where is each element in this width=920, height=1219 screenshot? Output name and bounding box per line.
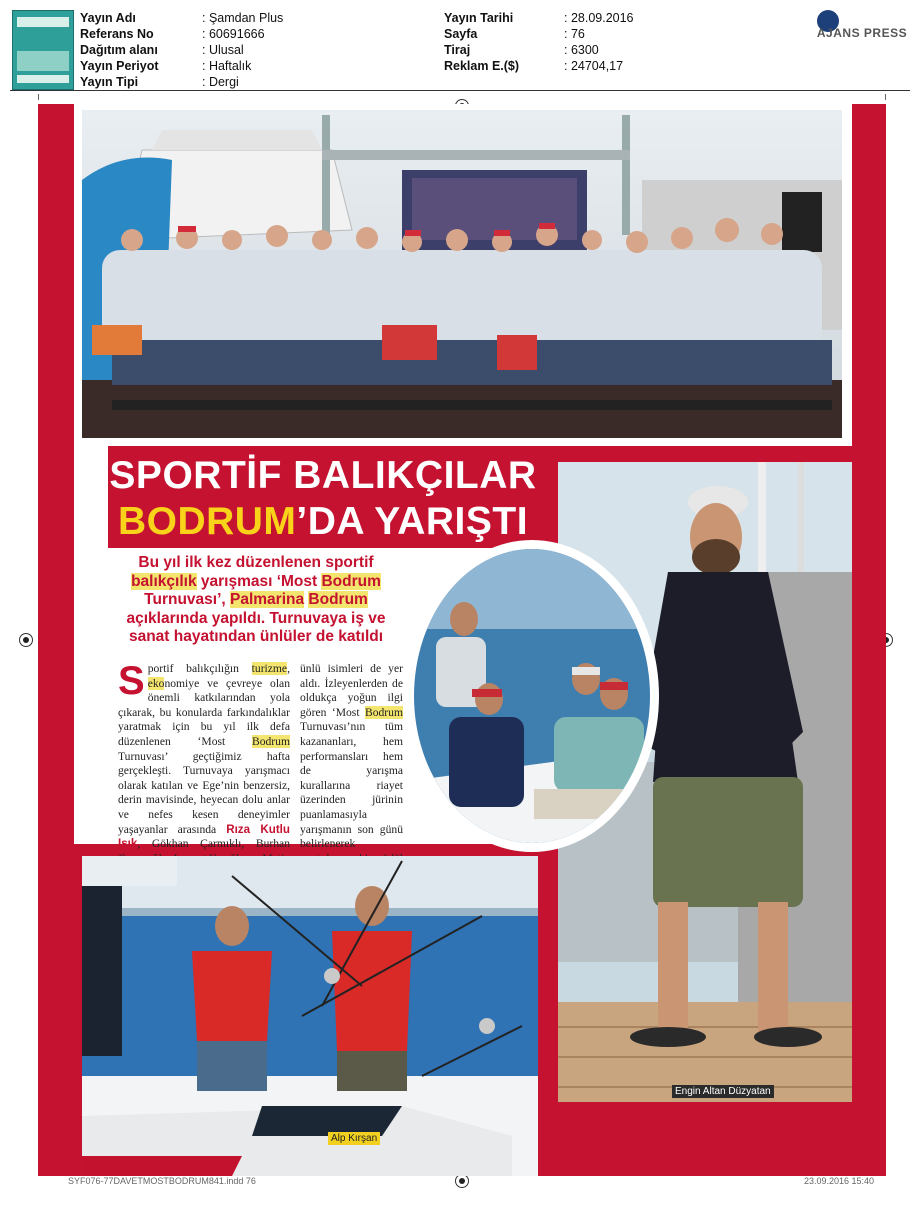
label-distribution: Dağıtım alanı: [80, 43, 158, 57]
footer-timestamp: 23.09.2016 15:40: [804, 1176, 875, 1186]
deck-highlight: Palmarina: [230, 591, 305, 608]
value-date: : 28.09.2016: [564, 11, 634, 25]
deck-text: açıklarında yapıldı. Turnuvaya iş ve sanat hayatından ünlüler de katıldı: [126, 609, 386, 645]
headline-highlight: BODRUM: [117, 500, 297, 543]
headline-line-1: SPORTİF BALIKÇILAR: [109, 454, 537, 497]
headline-line-2: [108, 500, 538, 544]
label-publication: Yayın Adı: [80, 11, 136, 25]
drop-cap: S: [118, 659, 145, 703]
value-distribution: : Ulusal: [202, 43, 244, 57]
label-ad-value: Reklam E.($): [444, 59, 520, 73]
deck-highlight: Bodrum: [308, 591, 368, 608]
circle-photo: [414, 549, 650, 843]
ajans-press-logo-text: AJANS PRESS: [816, 26, 908, 40]
left-white-strip: [74, 446, 108, 844]
publication-meta-right: [444, 10, 634, 74]
value-circulation: : 6300: [564, 43, 599, 57]
headline-box: [108, 448, 538, 548]
value-period: : Haftalık: [202, 59, 252, 73]
value-type: : Dergi: [202, 75, 239, 89]
caption-alp-kirsan: Alp Kırşan: [328, 1132, 380, 1145]
body-text: portif balıkçılığın: [147, 662, 252, 675]
label-page: Sayfa: [444, 27, 478, 41]
crop-mark: [38, 94, 39, 100]
deck-highlight: balıkçılık: [131, 572, 197, 590]
body-text: ünlü isimleri de yer aldı. İzleyenlerden de oldukça yoğun ilgi gören ‘Most: [300, 662, 403, 719]
value-reference: : 60691666: [202, 27, 265, 41]
body-highlight: Bodrum: [251, 734, 290, 748]
body-text: Turnuvası’ geçtiğimiz hafta gerçekleşti. Turnuvaya yarışmacı olarak katılan ve Ege’nin benzersiz, derin mavisinde, heyecan dolu anlar ve nefes kesen deneyimler yaşayanlar arasında: [118, 749, 290, 836]
body-name-highlight: Rıza Kutlu Işık: [118, 822, 290, 851]
group-photo: [82, 110, 842, 438]
caption-engin-altan: Engin Altan Düzyatan: [672, 1085, 774, 1098]
body-text: Turnuvası’nın tüm kazananları, hem performansları hem de yarışma kurallarına riayet üzerinden jürinin puanlamasıyla yarışmanın son günü belirlenerek: [300, 720, 403, 851]
registration-mark-left: [19, 633, 33, 647]
value-publication: : Şamdan Plus: [202, 11, 284, 25]
label-date: Yayın Tarihi: [444, 11, 514, 25]
fishing-boat-photo: [82, 856, 538, 1176]
ajans-press-logo: [812, 10, 912, 48]
body-text: ,: [287, 662, 290, 675]
fishing-boat-illustration: [82, 856, 538, 1176]
value-ad-value: : 24704,17: [564, 59, 624, 73]
body-highlight: Bodrum: [364, 705, 403, 719]
magazine-cover-thumbnail: [12, 10, 74, 90]
article-deck: [112, 554, 400, 647]
group-photo-illustration: [82, 110, 842, 438]
label-reference: Referans No: [80, 27, 154, 41]
body-highlight: eko: [147, 676, 165, 690]
footer-file-name: SYF076-77DAVETMOSTBODRUM841.indd 76: [68, 1176, 256, 1186]
deck-text: Bu yıl ilk kez düzenlenen sportif: [138, 554, 374, 571]
article-body-column-1: [118, 659, 290, 881]
label-circulation: Tiraj: [444, 43, 471, 57]
body-text: nomiye ve çevreye olan önemli katkılarından yola çıkarak, bu konularda farkındalıklar yaratmak için bu yıl ilk defa düzenlenen ‘Most: [118, 676, 290, 748]
label-period: Yayın Periyot: [80, 59, 159, 73]
registration-mark-bottom: [455, 1174, 469, 1188]
header-divider: [10, 90, 910, 91]
body-highlight: turizme: [251, 662, 288, 675]
deck-text: yarışması ‘Most: [196, 572, 322, 590]
crop-mark: [885, 94, 886, 100]
headline-line-2-rest: ’DA YARIŞTI: [296, 500, 529, 543]
circle-photo-illustration: [414, 549, 650, 843]
value-page: : 76: [564, 27, 585, 41]
body-text: , Gökhan Çarmıklı, Burhan: [137, 837, 290, 851]
label-type: Yayın Tipi: [80, 75, 139, 89]
circle-photo-frame: [405, 540, 659, 852]
deck-highlight: Bodrum: [321, 572, 381, 590]
publication-meta-left: [80, 10, 283, 90]
deck-text: Turnuvası’,: [144, 591, 230, 608]
